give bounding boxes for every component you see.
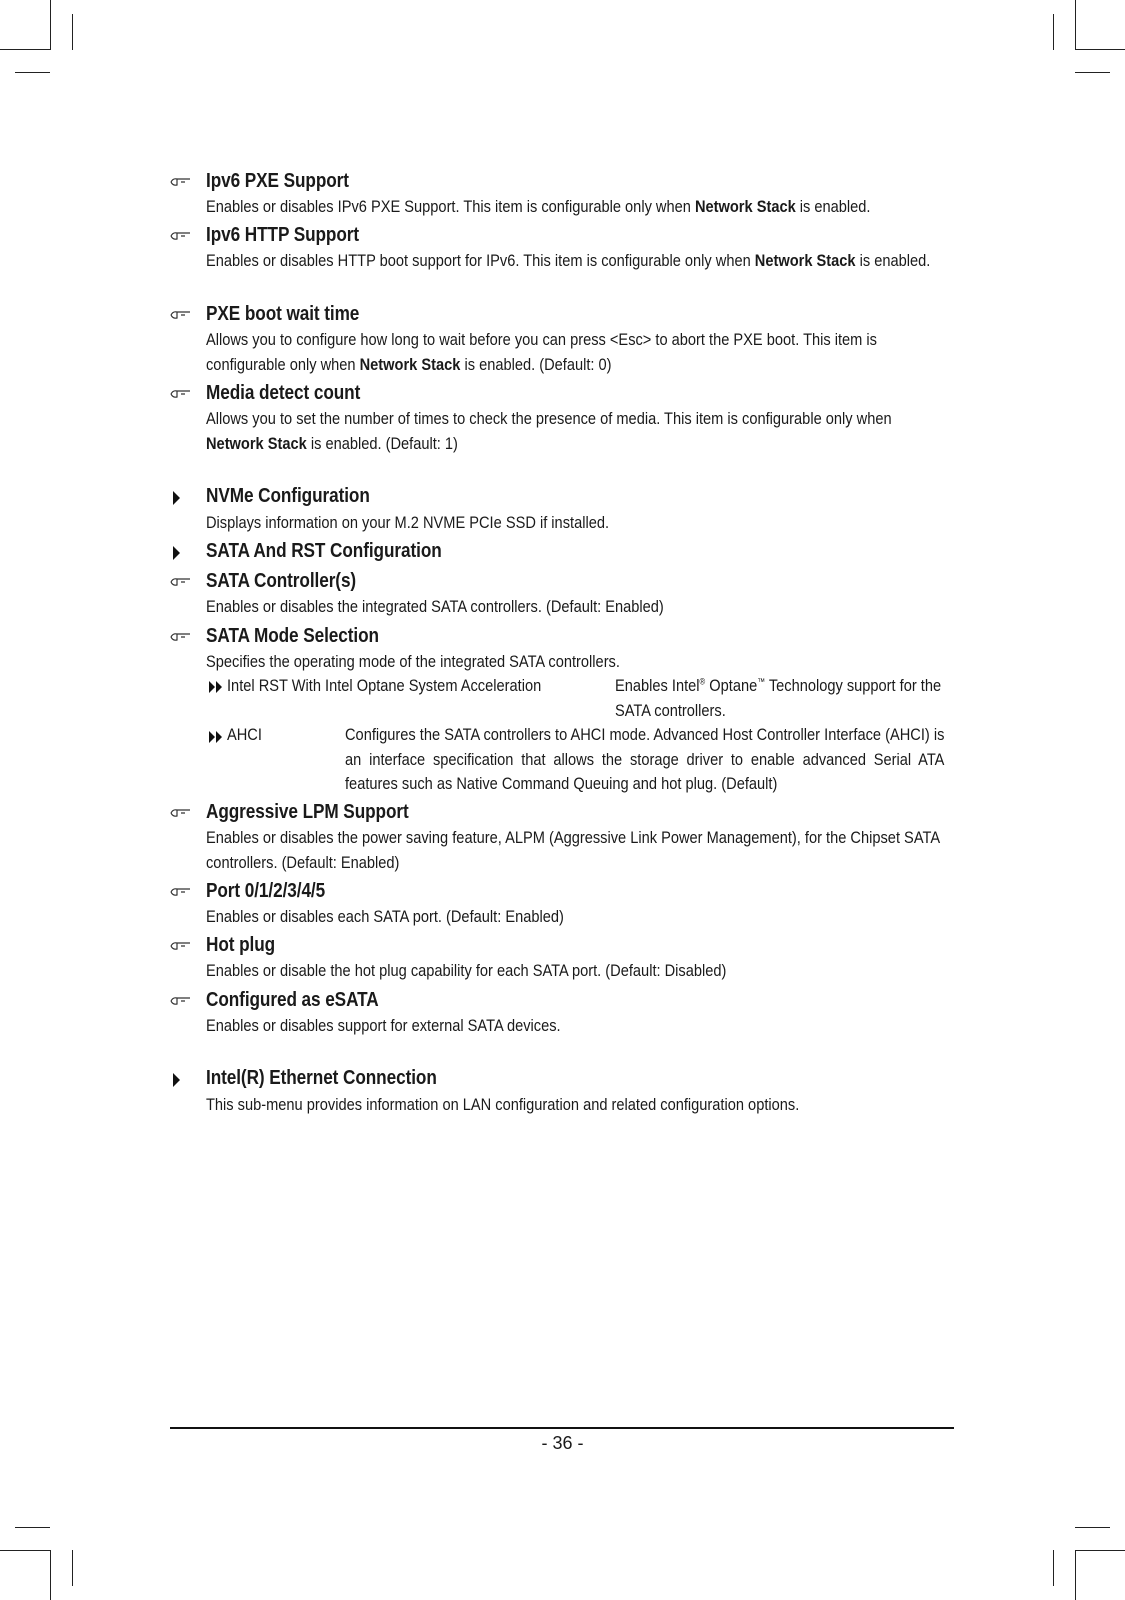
pointing-hand-icon <box>170 175 192 189</box>
setting-title: Ipv6 HTTP Support <box>206 224 360 246</box>
triangle-right-icon <box>170 546 192 560</box>
pointing-hand-icon <box>170 806 192 820</box>
setting-title: Hot plug <box>206 934 276 956</box>
submenu-description: Displays information on your M.2 NVME PCIe SSD if installed. <box>206 513 610 532</box>
pointing-hand-icon <box>170 994 192 1008</box>
setting-title: Aggressive LPM Support <box>206 801 409 823</box>
setting-title: Ipv6 PXE Support <box>206 170 349 192</box>
double-arrow-icon <box>209 731 223 743</box>
setting-description: Enables or disables the power saving feature, ALPM (Aggressive Link Power Management), for the Chipset SATA controllers. (Default: Enabled) <box>206 828 940 872</box>
setting-description: Enables or disables support for external SATA devices. <box>206 1016 561 1035</box>
sata-mode-option-description: Enables Intel® Optane™ Technology support for the SATA controllers. <box>615 676 942 720</box>
setting-description: Enables or disables each SATA port. (Default: Enabled) <box>206 907 564 926</box>
setting-description: Enables or disables IPv6 PXE Support. This item is configurable only when Network Stack is enabled. <box>206 197 871 216</box>
pointing-hand-icon <box>170 387 192 401</box>
page-number: - 36 - <box>541 1433 584 1453</box>
triangle-right-icon <box>170 1073 192 1087</box>
setting-description: Allows you to configure how long to wait before you can press <Esc> to abort the PXE boot. This item is configurable only when Network Stack is enabled. (Default: 0) <box>206 330 877 374</box>
pointing-hand-icon <box>170 229 192 243</box>
submenu-title: NVMe Configuration <box>206 485 370 507</box>
setting-description: Enables or disables the integrated SATA controllers. (Default: Enabled) <box>206 597 664 616</box>
pointing-hand-icon <box>170 308 192 322</box>
setting-description: Enables or disables HTTP boot support for IPv6. This item is configurable only when Network Stack is enabled. <box>206 251 931 270</box>
sata-mode-option-name: Intel RST With Intel Optane System Acceleration <box>227 676 542 695</box>
pointing-hand-icon <box>170 885 192 899</box>
setting-title: SATA Mode Selection <box>206 625 379 647</box>
submenu-description: This sub-menu provides information on LAN configuration and related configuration options. <box>206 1095 800 1114</box>
submenu-title: SATA And RST Configuration <box>206 540 442 562</box>
setting-title: SATA Controller(s) <box>206 570 357 592</box>
setting-description: Enables or disable the hot plug capability for each SATA port. (Default: Disabled) <box>206 961 727 980</box>
submenu-title: Intel(R) Ethernet Connection <box>206 1067 437 1089</box>
sata-mode-option-description: Configures the SATA controllers to AHCI mode. Advanced Host Controller Interface (AHCI) is an interface specification that allows the storage driver to enable advanced Serial ATA features such as Native Command Queuing and hot plug. (Default) <box>345 725 945 793</box>
setting-title: Configured as eSATA <box>206 989 379 1011</box>
setting-description: Allows you to set the number of times to check the presence of media. This item is configurable only when Network Stack is enabled. (Default: 1) <box>206 409 892 453</box>
double-arrow-icon <box>209 681 223 693</box>
pointing-hand-icon <box>170 630 192 644</box>
setting-title: PXE boot wait time <box>206 303 360 325</box>
setting-description: Specifies the operating mode of the integrated SATA controllers. <box>206 652 620 671</box>
footer-rule <box>170 1427 954 1429</box>
triangle-right-icon <box>170 491 192 505</box>
pointing-hand-icon <box>170 575 192 589</box>
setting-title: Port 0/1/2/3/4/5 <box>206 880 326 902</box>
pointing-hand-icon <box>170 939 192 953</box>
sata-mode-option-name: AHCI <box>227 725 262 744</box>
setting-title: Media detect count <box>206 382 361 404</box>
